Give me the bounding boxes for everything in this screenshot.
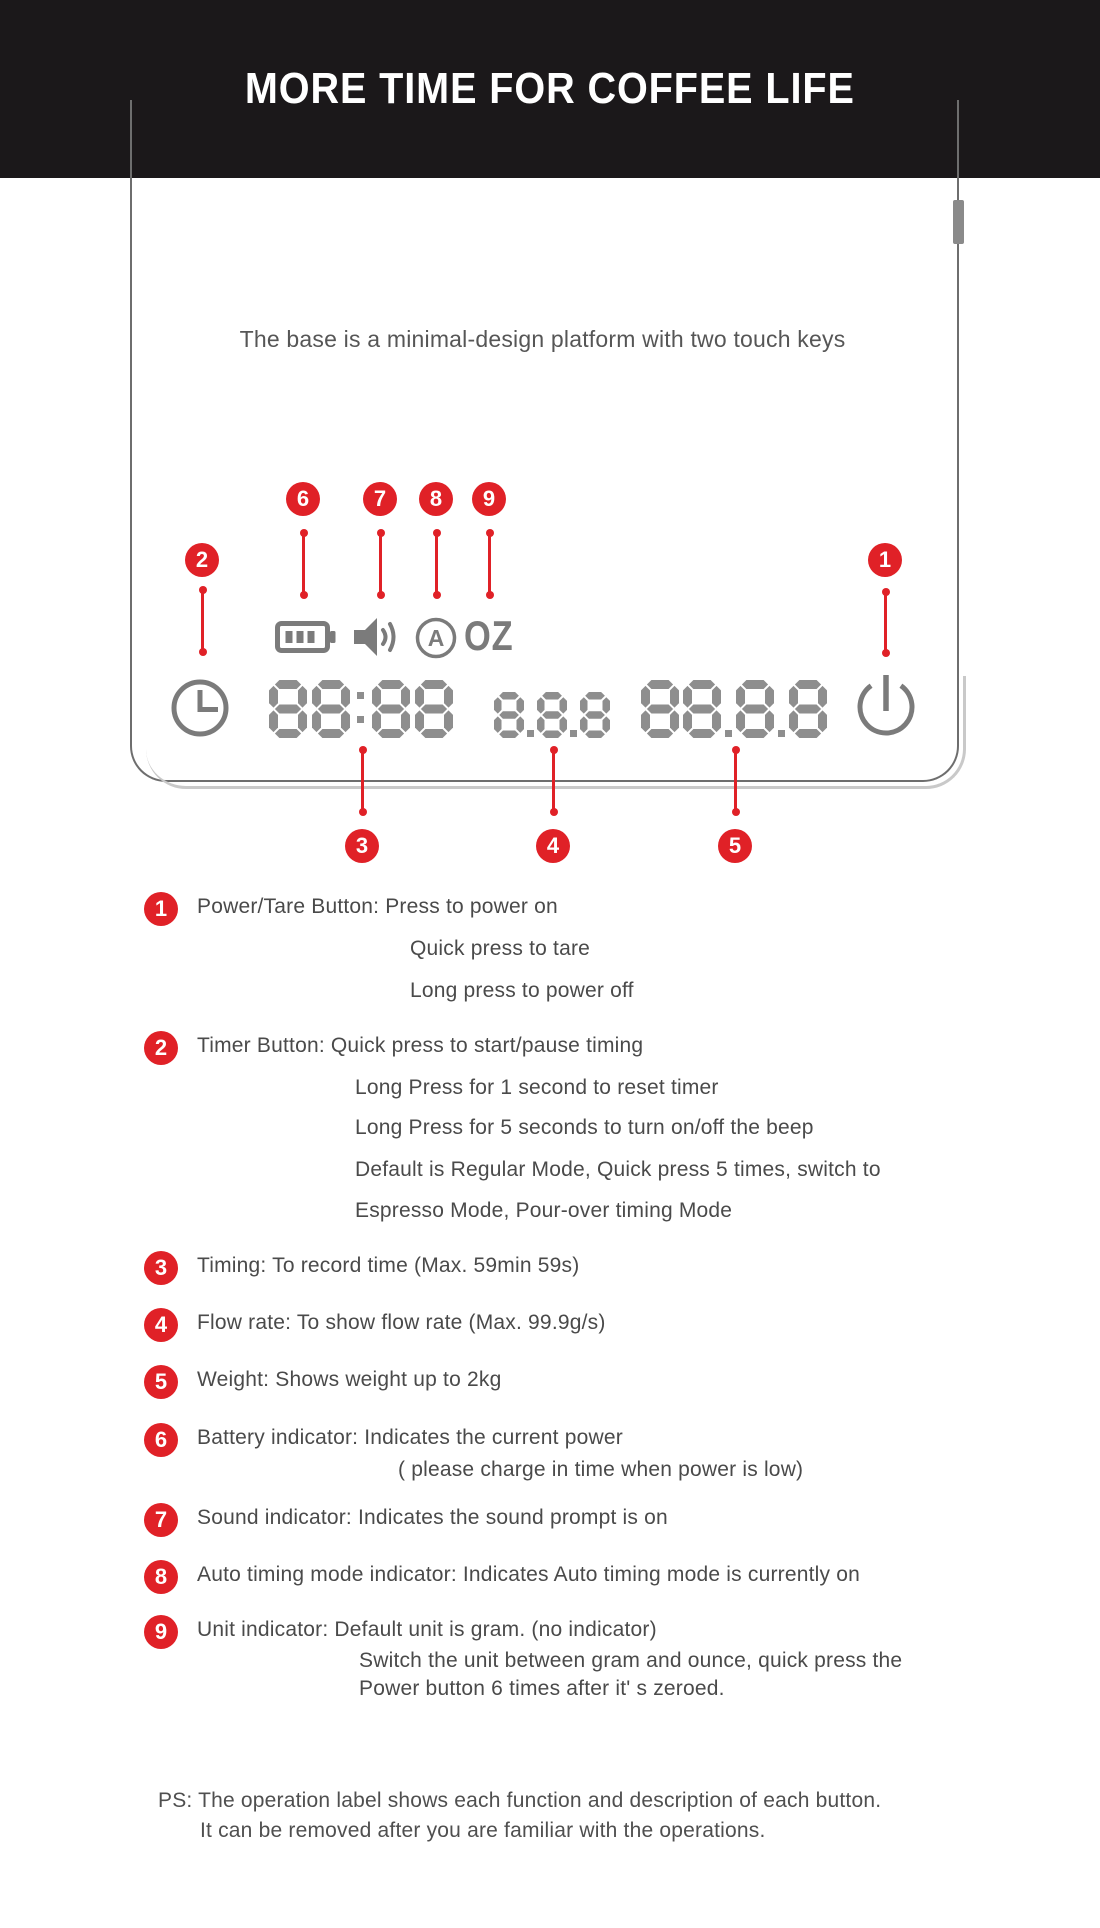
callout-badge-6: 6 <box>286 482 320 516</box>
ps-note-line1: PS: The operation label shows each function and description of each button. <box>158 1789 882 1812</box>
legend-badge-5: 5 <box>144 1365 178 1399</box>
callout-badge-9: 9 <box>472 482 506 516</box>
legend-badge-9: 9 <box>144 1615 178 1649</box>
legend-text-1b: Long press to power off <box>410 979 634 1002</box>
callout-line-2 <box>201 590 204 652</box>
legend-text-5: Weight: Shows weight up to 2kg <box>197 1368 502 1391</box>
callout-badge-8: 8 <box>419 482 453 516</box>
seven-segment-digit <box>537 692 567 738</box>
ps-note-line2: It can be removed after you are familiar with the operations. <box>200 1819 766 1842</box>
legend-text-1a: Quick press to tare <box>410 937 591 960</box>
callout-badge-2: 2 <box>185 543 219 577</box>
seven-segment-digit <box>736 680 774 738</box>
panel-caption: The base is a minimal-design platform with two touch keys <box>239 326 846 352</box>
side-tab <box>953 200 964 244</box>
legend-text-2b: Long Press for 5 seconds to turn on/off the beep <box>355 1116 814 1139</box>
seven-segment-digit <box>415 680 453 738</box>
seven-segment-digit <box>269 680 307 738</box>
legend-badge-8: 8 <box>144 1560 178 1594</box>
auto-mode-letter: A <box>427 625 445 651</box>
legend-text-2: Timer Button: Quick press to start/pause timing <box>197 1034 644 1057</box>
scale-base-panel <box>130 100 959 782</box>
callout-line-8 <box>435 533 438 595</box>
legend-text-7: Sound indicator: Indicates the sound prompt is on <box>197 1506 668 1529</box>
legend-text-6a: ( please charge in time when power is low) <box>398 1458 804 1481</box>
seven-segment-digit <box>372 680 410 738</box>
power-icon <box>856 674 916 743</box>
legend-badge-4: 4 <box>144 1308 178 1342</box>
oz-unit-label: OZ <box>464 612 514 659</box>
legend-badge-1: 1 <box>144 892 178 926</box>
legend-badge-3: 3 <box>144 1251 178 1285</box>
speaker-icon <box>352 614 400 665</box>
callout-badge-7: 7 <box>363 482 397 516</box>
legend-text-9b: Power button 6 times after it' s zeroed. <box>359 1677 725 1700</box>
legend-text-2d: Espresso Mode, Pour-over timing Mode <box>355 1199 733 1222</box>
callout-line-7 <box>379 533 382 595</box>
seven-segment-digit <box>312 680 350 738</box>
legend-text-4: Flow rate: To show flow rate (Max. 99.9g/s) <box>197 1311 606 1334</box>
seven-segment-digit <box>641 680 679 738</box>
callout-line-9 <box>488 533 491 595</box>
legend-badge-6: 6 <box>144 1423 178 1457</box>
legend-text-9a: Switch the unit between gram and ounce, quick press the <box>359 1649 903 1672</box>
callout-line-1 <box>884 592 887 653</box>
callout-badge-4: 4 <box>536 829 570 863</box>
callout-badge-1: 1 <box>868 543 902 577</box>
callout-line-5 <box>734 750 737 812</box>
legend-text-3: Timing: To record time (Max. 59min 59s) <box>197 1254 580 1277</box>
legend-text-8: Auto timing mode indicator: Indicates Auto timing mode is currently on <box>197 1563 860 1586</box>
flowrate-display <box>494 692 610 738</box>
legend-badge-2: 2 <box>144 1031 178 1065</box>
legend-text-2c: Default is Regular Mode, Quick press 5 times, switch to <box>355 1158 881 1181</box>
legend-text-6: Battery indicator: Indicates the current power <box>197 1426 623 1449</box>
callout-badge-5: 5 <box>718 829 752 863</box>
callout-line-3 <box>361 750 364 812</box>
page-title: MORE TIME FOR COFFEE LIFE <box>245 64 855 113</box>
legend-text-9: Unit indicator: Default unit is gram. (no indicator) <box>197 1618 657 1641</box>
battery-icon <box>275 618 337 661</box>
timer-display <box>269 680 453 738</box>
clock-icon <box>170 678 230 743</box>
seven-segment-digit <box>683 680 721 738</box>
auto-mode-icon <box>415 617 457 664</box>
seven-segment-digit <box>494 692 524 738</box>
weight-display <box>641 680 827 738</box>
seven-segment-digit <box>580 692 610 738</box>
seven-segment-digit <box>789 680 827 738</box>
callout-line-4 <box>552 750 555 812</box>
legend-text-1: Power/Tare Button: Press to power on <box>197 895 558 918</box>
callout-badge-3: 3 <box>345 829 379 863</box>
legend-badge-7: 7 <box>144 1503 178 1537</box>
callout-line-6 <box>302 533 305 595</box>
legend-text-2a: Long Press for 1 second to reset timer <box>355 1076 719 1099</box>
